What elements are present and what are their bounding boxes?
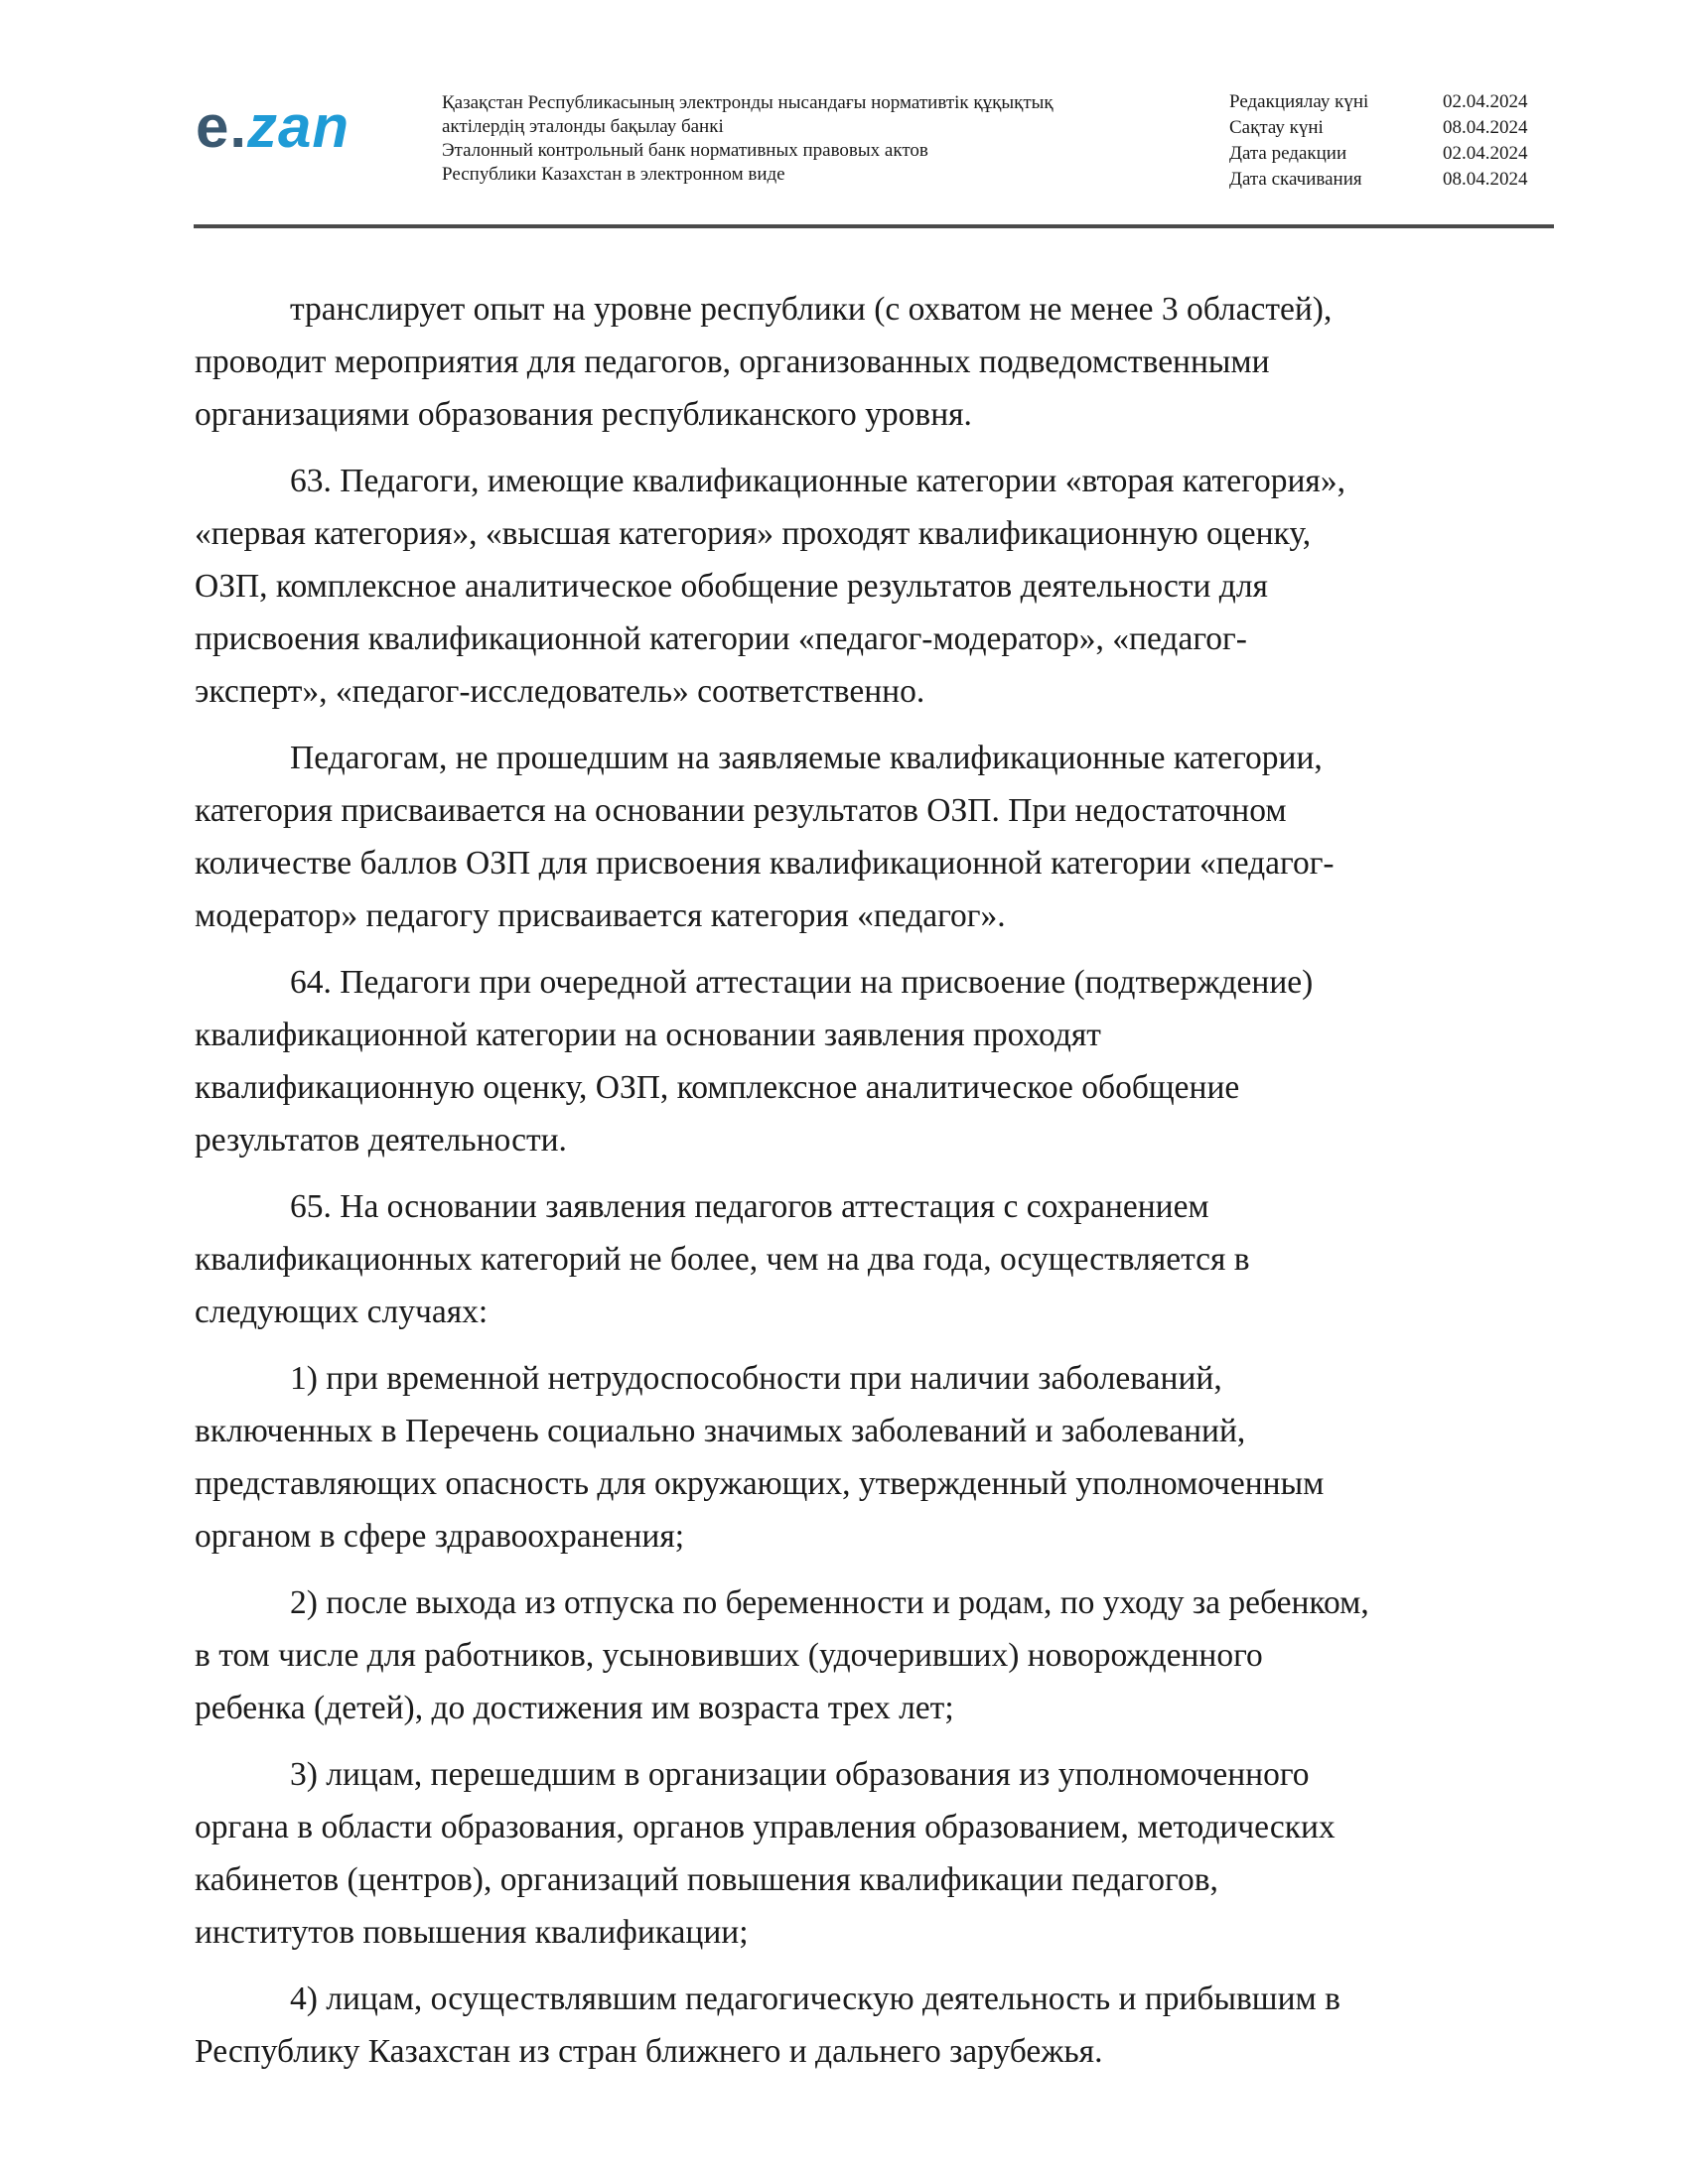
document-header (194, 79, 1554, 223)
text-line: представляющих опасность для окружающих, утвержденный уполномоченным (195, 1465, 1325, 1502)
text-line: присвоения квалификационной категории «педагог-модератор», «педагог- (195, 620, 1247, 657)
list-item-2 (195, 1576, 1557, 1734)
date-row-download-ru (1229, 167, 1557, 193)
paragraph-continuation (195, 283, 1557, 441)
text-line: квалификационной категории на основании заявления проходят (195, 1017, 1101, 1053)
logo-dot: . (229, 93, 248, 160)
text-line: Педагогам, не прошедшим на заявляемые квалификационные категории, (290, 740, 1323, 776)
paragraph-63-part-2 (195, 732, 1557, 942)
paragraph-64 (195, 956, 1557, 1166)
bank-description (442, 91, 1177, 187)
text-line: 65. На основании заявления педагогов аттестация с сохранением (290, 1188, 1209, 1225)
document-body (195, 283, 1557, 2092)
date-label: Редакциялау күні (1229, 91, 1369, 112)
text-line: 64. Педагоги при очередной аттестации на присвоение (подтверждение) (290, 964, 1314, 1001)
date-row-edit-ru (1229, 141, 1557, 167)
paragraph-63 (195, 455, 1557, 718)
date-row-save-kz (1229, 115, 1557, 141)
text-line: 4) лицам, осуществлявшим педагогическую деятельность и прибывшим в (290, 1980, 1340, 2017)
date-row-edit-kz (1229, 89, 1557, 115)
text-line: количестве баллов ОЗП для присвоения квалификационной категории «педагог- (195, 845, 1335, 882)
bank-line-ru-2: Республики Казахстан в электронном виде (442, 164, 785, 185)
text-line: результатов деятельности. (195, 1122, 567, 1159)
text-line: следующих случаях: (195, 1294, 489, 1330)
text-line: эксперт», «педагог-исследователь» соответственно. (195, 673, 925, 710)
text-line: Республику Казахстан из стран ближнего и дальнего зарубежья. (195, 2033, 1103, 2070)
text-line: органом в сфере здравоохранения; (195, 1518, 685, 1555)
text-line: 63. Педагоги, имеющие квалификационные категории «вторая категория», (290, 463, 1345, 499)
paragraph-65 (195, 1180, 1557, 1338)
date-value: 08.04.2024 (1443, 169, 1528, 190)
text-line: организациями образования республиканского уровня. (195, 396, 972, 433)
text-line: модератор» педагогу присваивается категория «педагог». (195, 897, 1006, 934)
text-line: квалификационных категорий не более, чем на два года, осуществляется в (195, 1241, 1250, 1278)
date-label: Сақтау күні (1229, 117, 1324, 138)
bank-line-kz-1: Қазақстан Республикасының электронды нысандағы нормативтік құқықтық (442, 92, 1054, 113)
date-label: Дата скачивания (1229, 169, 1362, 190)
text-line: транслирует опыт на уровне республики (с охватом не менее 3 областей), (290, 291, 1333, 328)
text-line: кабинетов (центров), организаций повышения квалификации педагогов, (195, 1861, 1218, 1898)
list-item-1 (195, 1352, 1557, 1563)
text-line: «первая категория», «высшая категория» проходят квалификационную оценку, (195, 515, 1312, 552)
date-value: 02.04.2024 (1443, 91, 1528, 112)
bank-line-ru-1: Эталонный контрольный банк нормативных правовых актов (442, 140, 928, 161)
date-value: 02.04.2024 (1443, 143, 1528, 164)
list-item-4 (195, 1973, 1557, 2078)
text-line: органа в области образования, органов управления образованием, методических (195, 1809, 1336, 1845)
text-line: ребенка (детей), до достижения им возраста трех лет; (195, 1690, 954, 1726)
date-label: Дата редакции (1229, 143, 1347, 164)
text-line: 2) после выхода из отпуска по беременности и родам, по уходу за ребенком, (290, 1584, 1369, 1621)
text-line: в том числе для работников, усыновивших (удочеривших) новорожденного (195, 1637, 1263, 1674)
text-line: 3) лицам, перешедшим в организации образования из уполномоченного (290, 1756, 1310, 1793)
text-line: 1) при временной нетрудоспособности при наличии заболеваний, (290, 1360, 1222, 1397)
logo-zan: zan (247, 93, 351, 160)
list-item-3 (195, 1748, 1557, 1959)
ezan-logo (196, 93, 351, 160)
text-line: квалификационную оценку, ОЗП, комплексное аналитическое обобщение (195, 1069, 1240, 1106)
text-line: институтов повышения квалификации; (195, 1914, 749, 1951)
text-line: проводит мероприятия для педагогов, организованных подведомственными (195, 343, 1270, 380)
bank-line-kz-2: актілердің эталонды бақылау банкі (442, 116, 724, 137)
text-line: включенных в Перечень социально значимых заболеваний и заболеваний, (195, 1413, 1246, 1449)
text-line: ОЗП, комплексное аналитическое обобщение результатов деятельности для (195, 568, 1268, 605)
date-table (1229, 89, 1557, 193)
text-line: категория присваивается на основании результатов ОЗП. При недостаточном (195, 792, 1287, 829)
logo-e: e (196, 93, 230, 160)
date-value: 08.04.2024 (1443, 117, 1528, 138)
header-divider (194, 224, 1554, 228)
